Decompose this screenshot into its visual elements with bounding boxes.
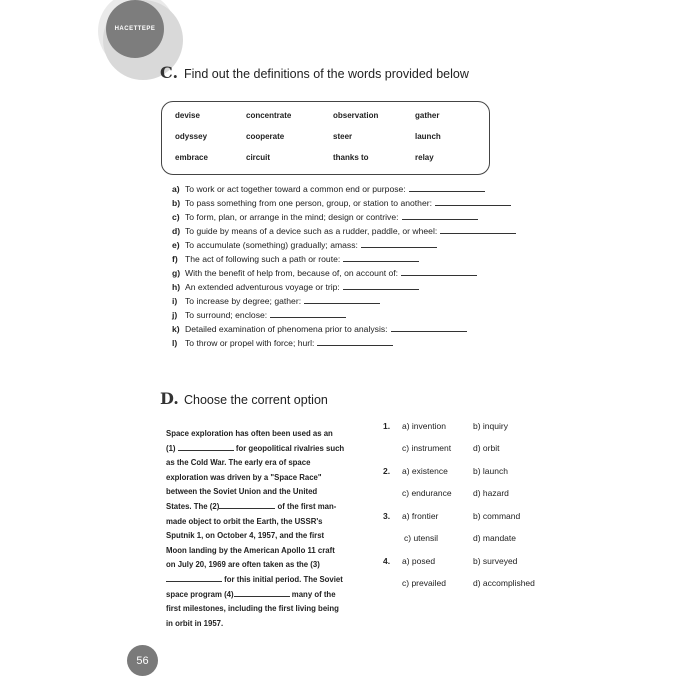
q3-option-a[interactable]: a) frontier: [402, 511, 439, 521]
section-c-letter: C.: [160, 63, 179, 82]
word-devise: devise: [175, 111, 200, 120]
word-steer: steer: [333, 132, 353, 141]
answer-blank[interactable]: [270, 310, 346, 318]
definition-g: g) With the benefit of help from, because of, on account of:: [172, 268, 477, 278]
question-4-number: 4.: [383, 556, 391, 566]
definition-b: b) To pass something from one person, group, or station to another:: [172, 198, 511, 208]
word-circuit: circuit: [246, 153, 271, 162]
definition-i: i) To increase by degree; gather:: [172, 296, 380, 306]
definition-c: c) To form, plan, or arrange in the mind; design or contrive:: [172, 212, 478, 222]
q1-option-a[interactable]: a) invention: [402, 421, 446, 431]
q4-option-c[interactable]: c) prevailed: [402, 578, 446, 588]
q2-option-a[interactable]: a) existence: [402, 466, 448, 476]
answer-blank[interactable]: [361, 240, 437, 248]
word-concentrate: concentrate: [246, 111, 292, 120]
section-d-letter: D.: [160, 389, 179, 408]
q2-option-b[interactable]: b) launch: [473, 466, 508, 476]
section-d-title: Choose the corrent option: [184, 393, 328, 407]
question-2-number: 2.: [383, 466, 391, 476]
definition-d: d) To guide by means of a device such as a rudder, paddle, or wheel:: [172, 226, 516, 236]
question-1-number: 1.: [383, 421, 391, 431]
definition-e: e) To accumulate (something) gradually; amass:: [172, 240, 437, 250]
q3-option-c[interactable]: c) utensil: [404, 533, 439, 543]
word-launch: launch: [415, 132, 441, 141]
answer-blank[interactable]: [391, 324, 467, 332]
definition-f: f) The act of following such a path or route:: [172, 254, 419, 264]
passage-blank-1[interactable]: [178, 443, 234, 451]
answer-blank[interactable]: [402, 212, 478, 220]
q2-option-d[interactable]: d) hazard: [473, 488, 509, 498]
q4-option-d[interactable]: d) accomplished: [473, 578, 535, 588]
q3-option-b[interactable]: b) command: [473, 511, 521, 521]
question-3-number: 3.: [383, 511, 391, 521]
word-odyssey: odyssey: [175, 132, 208, 141]
page-number: [127, 645, 158, 676]
word-cooperate: cooperate: [246, 132, 285, 141]
word-relay: relay: [415, 153, 434, 162]
q3-option-d[interactable]: d) mandate: [473, 533, 516, 543]
definition-l: l) To throw or propel with force; hurl:: [172, 338, 393, 348]
word-embrace: embrace: [175, 153, 208, 162]
answer-blank[interactable]: [409, 184, 485, 192]
answer-blank[interactable]: [435, 198, 511, 206]
page-number-text: 56: [136, 654, 149, 667]
q1-option-d[interactable]: d) orbit: [473, 443, 500, 453]
q1-option-c[interactable]: c) instrument: [402, 443, 452, 453]
answer-blank[interactable]: [304, 296, 380, 304]
definition-k: k) Detailed examination of phenomena prior to analysis:: [172, 324, 467, 334]
passage: Space exploration has often been used as an (1) for geopolitical rivalries such as the Cold War. The early era of space exploration was driven by a "Space Race" between the Soviet Union and the United States. The (2) of the first man- made object to orbit the Earth, the USSR's Sputnik 1, on October 4, 1957, and the first Moon landing by the American Apollo 11 craft on July 20, 1969 are often taken as the (3) for this initial period. The Soviet space program (4) many of the first milestones, including the first living being in orbit in 1957.: [166, 429, 345, 628]
word-thanks-to: thanks to: [333, 153, 369, 162]
logo-text: HACETTEPE: [114, 26, 156, 32]
q2-option-c[interactable]: c) endurance: [402, 488, 452, 498]
word-observation: observation: [333, 111, 379, 120]
answer-blank[interactable]: [317, 338, 393, 346]
q4-option-b[interactable]: b) surveyed: [473, 556, 518, 566]
passage-blank-4[interactable]: [234, 589, 290, 597]
answer-blank[interactable]: [343, 282, 419, 290]
passage-blank-2[interactable]: [219, 501, 275, 509]
definition-j: j) To surround; enclose:: [172, 310, 346, 320]
hacettepe-logo: [106, 0, 164, 58]
word-gather: gather: [415, 111, 440, 120]
answer-blank[interactable]: [401, 268, 477, 276]
passage-blank-3[interactable]: [166, 574, 222, 582]
definition-a: a) To work or act together toward a common end or purpose:: [172, 184, 485, 194]
q4-option-a[interactable]: a) posed: [402, 556, 436, 566]
answer-blank[interactable]: [440, 226, 516, 234]
section-c-title: Find out the definitions of the words provided below: [184, 67, 469, 81]
answer-blank[interactable]: [343, 254, 419, 262]
definition-h: h) An extended adventurous voyage or trip:: [172, 282, 419, 292]
q1-option-b[interactable]: b) inquiry: [473, 421, 508, 431]
